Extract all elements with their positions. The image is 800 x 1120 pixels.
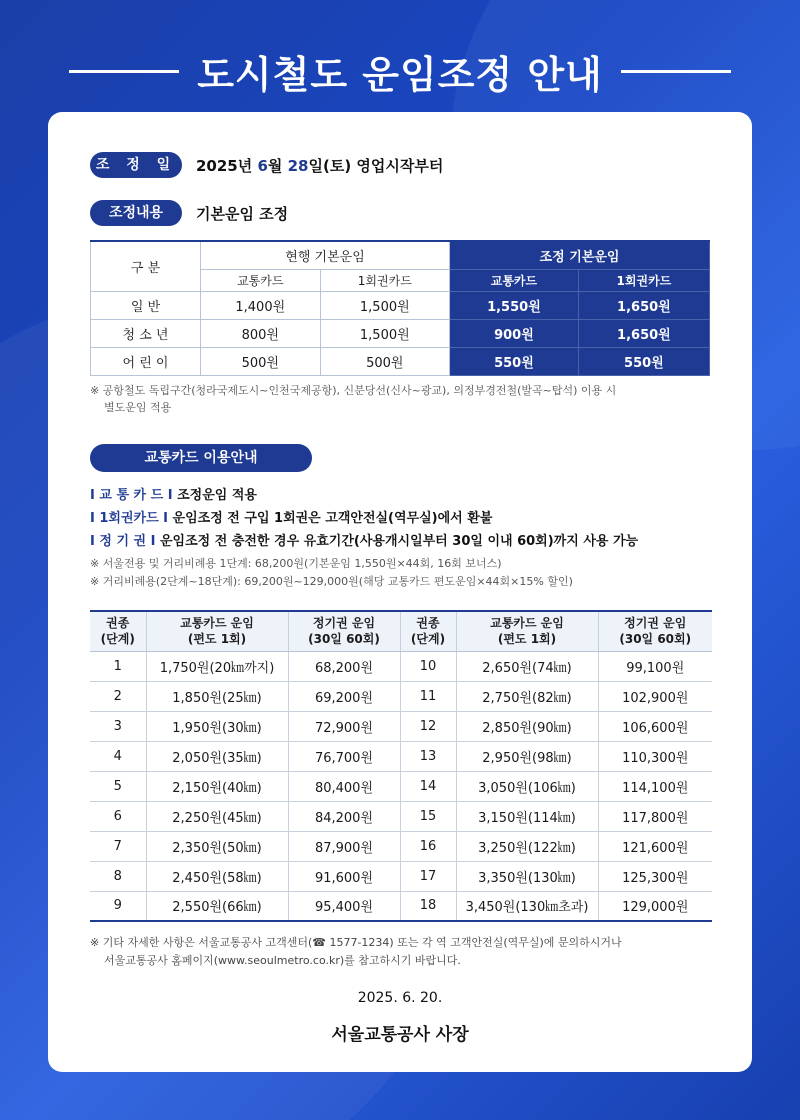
table-cell: 13 [400, 741, 456, 771]
fare-note: ※ 공항철도 독립구간(청라국제도시~인천국제공항), 신분당선(신사~광교), 의정부경전철(발곡~탑석) 이용 시 별도운임 적용 [90, 384, 617, 414]
table-cell: 3,450원(130㎞초과) [456, 891, 598, 921]
table-cell: 121,600원 [598, 831, 712, 861]
table-row [90, 771, 712, 801]
table-cell: 10 [400, 651, 456, 681]
adjustment-date-row [90, 152, 443, 178]
table-cell: 1,750원(20㎞까지) [146, 651, 288, 681]
table-cell: 3 [90, 711, 146, 741]
table-cell: 3,050원(106㎞) [456, 771, 598, 801]
content-text: 기본운임 조정 [196, 204, 289, 223]
table-cell: 2,550원(66㎞) [146, 891, 288, 921]
dist-header-pass: 정기권 운임 (30일 60회) [598, 611, 712, 651]
table-cell: 16 [400, 831, 456, 861]
table-row [90, 801, 712, 831]
title-row [0, 40, 800, 102]
table-cell: 2,750원(82㎞) [456, 681, 598, 711]
table-cell: 95,400원 [288, 891, 400, 921]
table-row [90, 681, 712, 711]
table-cell: 102,900원 [598, 681, 712, 711]
table-cell: 114,100원 [598, 771, 712, 801]
title-line-right [621, 70, 731, 73]
usage-list [90, 484, 638, 553]
table-row [90, 861, 712, 891]
table-cell: 2,450원(58㎞) [146, 861, 288, 891]
table-cell: 72,900원 [288, 711, 400, 741]
table-cell: 17 [400, 861, 456, 891]
table-row [90, 831, 712, 861]
table-cell: 2,850원(90㎞) [456, 711, 598, 741]
table-cell: 11 [400, 681, 456, 711]
table-cell: 1,850원(25㎞) [146, 681, 288, 711]
list-item: I 정 기 권 I 운임조정 전 충전한 경우 유효기간(사용개시일부터 30일 이내 60회)까지 사용 가능 [90, 534, 639, 549]
fare-header-current: 현행 기본운임 [201, 241, 450, 269]
table-cell: 3,150원(114㎞) [456, 801, 598, 831]
table-cell: 2,050원(35㎞) [146, 741, 288, 771]
table-row: 청 소 년 800원 1,500원 900원 1,650원 [91, 319, 710, 347]
table-cell: 76,700원 [288, 741, 400, 771]
dist-header-grade: 권종 (단계) [400, 611, 456, 651]
table-cell: 9 [90, 891, 146, 921]
table-cell: 87,900원 [288, 831, 400, 861]
date-label: 조 정 일 [90, 152, 182, 178]
table-cell: 1,950원(30㎞) [146, 711, 288, 741]
dist-header-grade: 권종 (단계) [90, 611, 146, 651]
dist-header-card: 교통카드 운임 (편도 1회) [146, 611, 288, 651]
table-cell: 8 [90, 861, 146, 891]
table-cell: 68,200원 [288, 651, 400, 681]
dist-header-card: 교통카드 운임 (편도 1회) [456, 611, 598, 651]
fare-sub-header: 교통카드 [450, 269, 579, 291]
table-cell: 3,350원(130㎞) [456, 861, 598, 891]
table-cell: 129,000원 [598, 891, 712, 921]
table-cell: 2,950원(98㎞) [456, 741, 598, 771]
fare-header-new: 조정 기본운임 [450, 241, 710, 269]
title-line-left [69, 70, 179, 73]
table-cell: 84,200원 [288, 801, 400, 831]
distance-fare-table [90, 610, 712, 922]
date-text: 2025년 6월 28일(토) 영업시작부터 [196, 156, 444, 175]
table-cell: 110,300원 [598, 741, 712, 771]
table-row [90, 711, 712, 741]
dist-header-pass: 정기권 운임 (30일 60회) [288, 611, 400, 651]
contact-footnote: ※ 기타 자세한 사항은 서울교통공사 고객센터(☎ 1577-1234) 또는 각 역 고객안전실(역무실)에 문의하시거나 서울교통공사 홈페이지(www.seoulmetro.co.kr)를 참고하시기 바랍니다. [90, 936, 622, 967]
table-cell: 14 [400, 771, 456, 801]
table-cell: 6 [90, 801, 146, 831]
table-cell: 80,400원 [288, 771, 400, 801]
signature: 서울교통공사 사장 [331, 1025, 469, 1045]
table-row: 어 린 이 500원 500원 550원 550원 [91, 347, 710, 375]
distance-fare-rows [90, 651, 712, 921]
list-item: I 1회권카드 I 운임조정 전 구입 1회권은 고객안전실(역무실)에서 환불 [90, 511, 493, 526]
page-title: 도시철도 운임조정 안내 [197, 52, 603, 97]
table-row: 일 반 1,400원 1,500원 1,550원 1,650원 [91, 291, 710, 319]
table-cell: 2,250원(45㎞) [146, 801, 288, 831]
list-item: I 교 통 카 드 I 조정운임 적용 [90, 488, 257, 503]
fare-sub-header: 교통카드 [201, 269, 321, 291]
table-cell: 106,600원 [598, 711, 712, 741]
table-cell: 2,650원(74㎞) [456, 651, 598, 681]
table-cell: 3,250원(122㎞) [456, 831, 598, 861]
base-fare-table [90, 240, 710, 376]
notice-card [48, 112, 752, 1072]
table-cell: 2 [90, 681, 146, 711]
table-cell: 12 [400, 711, 456, 741]
issue-date: 2025. 6. 20. [357, 990, 443, 1006]
card-guide-label: 교통카드 이용안내 [90, 444, 312, 472]
table-cell: 18 [400, 891, 456, 921]
table-cell: 125,300원 [598, 861, 712, 891]
table-cell: 5 [90, 771, 146, 801]
table-cell: 15 [400, 801, 456, 831]
table-row [90, 741, 712, 771]
adjustment-content-row [90, 200, 288, 226]
card-guide-heading [90, 444, 312, 472]
table-cell: 91,600원 [288, 861, 400, 891]
table-cell: 1 [90, 651, 146, 681]
table-cell: 69,200원 [288, 681, 400, 711]
table-cell: 4 [90, 741, 146, 771]
fare-sub-header: 1회권카드 [578, 269, 709, 291]
pass-notes: ※ 서울전용 및 거리비례용 1단계: 68,200원(기본운임 1,550원×44회, 16회 보너스) ※ 거리비례용(2단계~18단계): 69,200원~129,000원(해당 교통카드 편도운임×44회×15% 할인) [90, 557, 573, 588]
table-cell: 117,800원 [598, 801, 712, 831]
table-row [90, 891, 712, 921]
table-cell: 7 [90, 831, 146, 861]
table-cell: 99,100원 [598, 651, 712, 681]
table-cell: 2,350원(50㎞) [146, 831, 288, 861]
table-cell: 2,150원(40㎞) [146, 771, 288, 801]
table-row [90, 651, 712, 681]
content-label: 조정내용 [90, 200, 182, 226]
fare-header-category: 구 분 [91, 241, 201, 291]
fare-sub-header: 1회권카드 [320, 269, 450, 291]
